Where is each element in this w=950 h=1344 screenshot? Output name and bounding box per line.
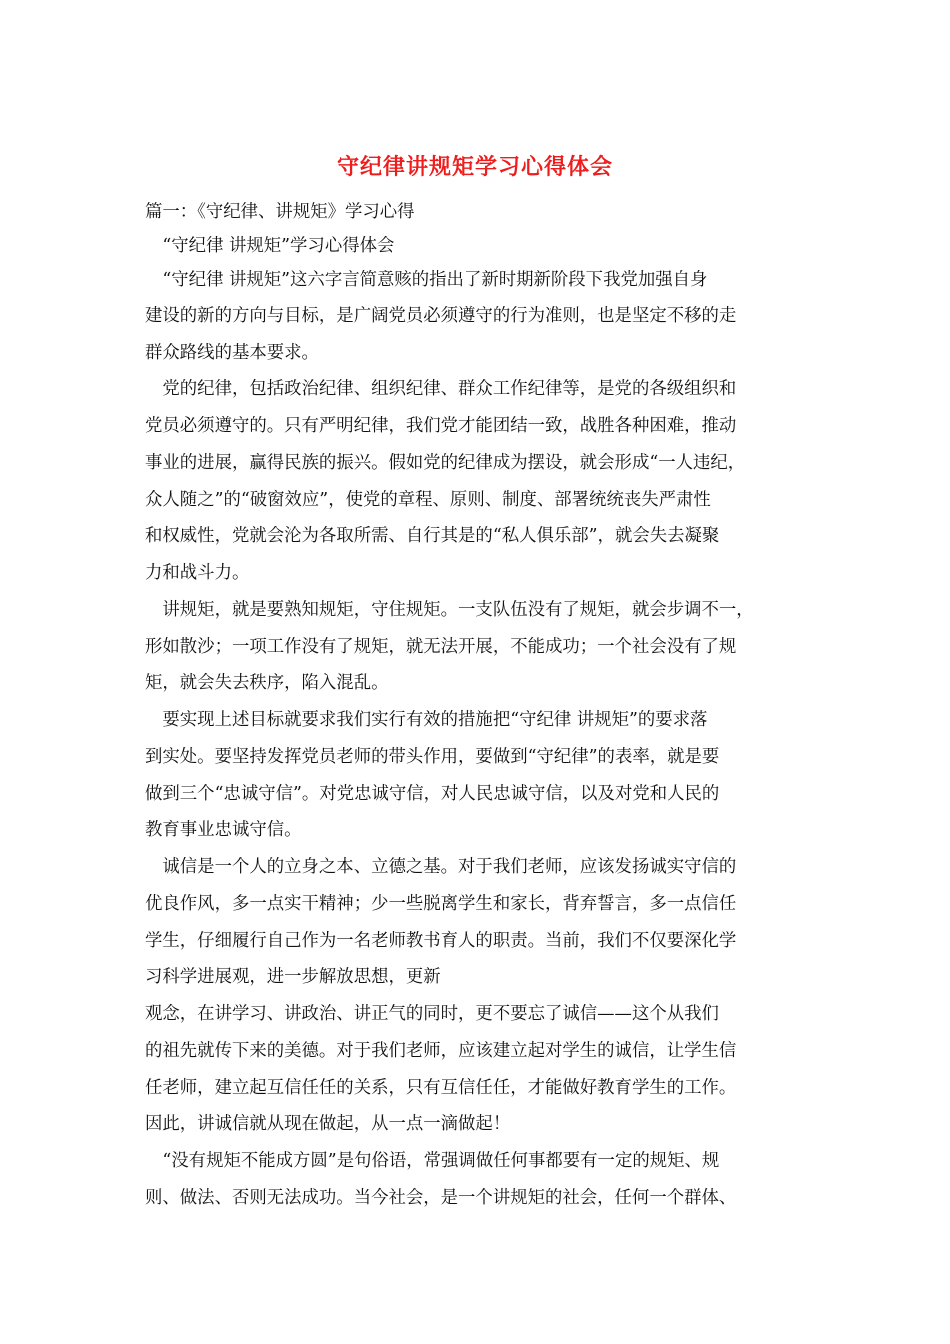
text-line: “守纪律 讲规矩”这六字言简意赅的指出了新时期新阶段下我党加强自身	[145, 270, 708, 290]
text-line: 党的纪律，包括政治纪律、组织纪律、群众工作纪律等，是党的各级组织和	[145, 379, 737, 399]
text-line: 做到三个“忠诚守信”。对党忠诚守信，对人民忠诚守信，以及对党和人民的	[145, 784, 720, 804]
text-line: 和权威性，党就会沦为各取所需、自行其是的“私人俱乐部”，就会失去凝聚	[145, 526, 720, 546]
text-line: 因此，讲诚信就从现在做起，从一点一滴做起！	[145, 1114, 511, 1134]
text-line: 篇一：《守纪律、讲规矩》学习心得	[145, 202, 415, 222]
text-line: “守纪律 讲规矩”学习心得体会	[145, 236, 395, 256]
text-line: 建设的新的方向与目标，是广阔党员必须遵守的行为准则，也是坚定不移的走	[145, 306, 737, 326]
text-line: 习科学进展观，进一步解放思想，更新	[145, 967, 441, 987]
document-title: 守纪律讲规矩学习心得体会	[336, 154, 613, 180]
text-line: 要实现上述目标就要求我们实行有效的措施把“守纪律 讲规矩”的要求落	[145, 710, 708, 730]
text-line: 学生，仔细履行自己作为一名老师教书育人的职责。当前，我们不仅要深化学	[145, 931, 737, 951]
text-line: 到实处。要坚持发挥党员老师的带头作用，要做到“守纪律”的表率，就是要	[145, 747, 720, 767]
text-line: 观念，在讲学习、讲政治、讲正气的同时，更不要忘了诚信——这个从我们	[145, 1004, 719, 1024]
text-line: 事业的进展，赢得民族的振兴。假如党的纪律成为摆设，就会形成“一人违纪，	[145, 453, 746, 473]
text-line: 教育事业忠诚守信。	[145, 820, 302, 840]
text-line: 任老师，建立起互信任任的关系，只有互信任任，才能做好教育学生的工作。	[145, 1078, 737, 1098]
text-line: 群众路线的基本要求。	[145, 343, 319, 363]
text-line: “没有规矩不能成方圆”是句俗语，常强调做任何事都要有一定的规矩、规	[145, 1151, 720, 1171]
text-line: 党员必须遵守的。只有严明纪律，我们党才能团结一致，战胜各种困难，推动	[145, 416, 737, 436]
text-line: 讲规矩，就是要熟知规矩，守住规矩。一支队伍没有了规矩，就会步调不一，	[145, 600, 754, 620]
text-line: 则、做法、否则无法成功。当今社会，是一个讲规矩的社会，任何一个群体、	[145, 1188, 737, 1208]
text-line: 力和战斗力。	[145, 563, 250, 583]
text-line: 众人随之”的“破窗效应”，使党的章程、原则、制度、部署统统丧失严肃性	[145, 490, 711, 510]
text-line: 形如散沙；一项工作没有了规矩，就无法开展，不能成功；一个社会没有了规	[145, 637, 737, 657]
text-line: 优良作风，多一点实干精神；少一些脱离学生和家长，背弃誓言，多一点信任	[145, 894, 737, 914]
text-line: 诚信是一个人的立身之本、立德之基。对于我们老师，应该发扬诚实守信的	[145, 857, 737, 877]
text-line: 的祖先就传下来的美德。对于我们老师，应该建立起对学生的诚信，让学生信	[145, 1041, 737, 1061]
text-line: 矩，就会失去秩序，陷入混乱。	[145, 673, 389, 693]
